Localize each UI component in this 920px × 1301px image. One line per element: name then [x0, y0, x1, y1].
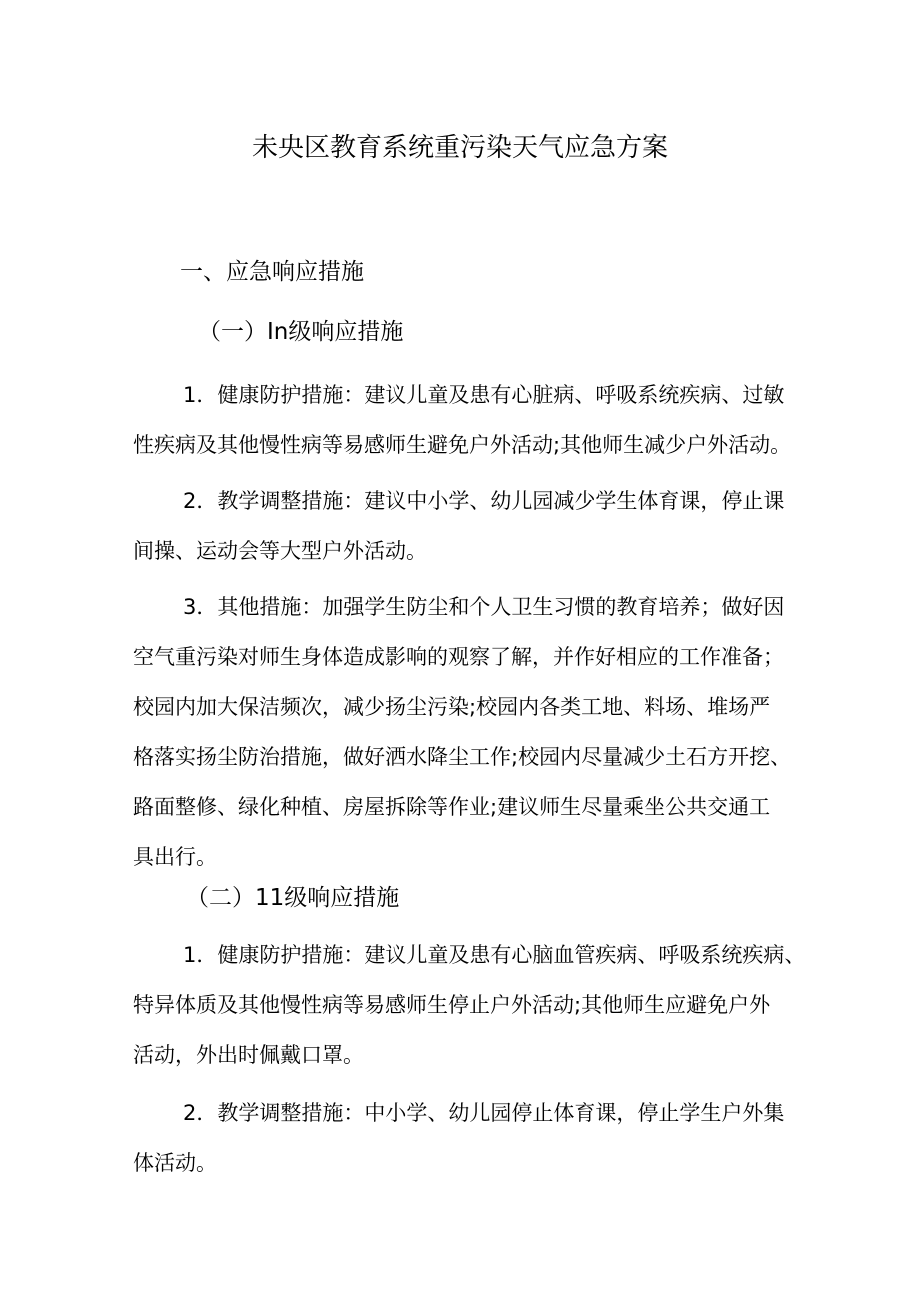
paragraph-line: 间操、运动会等大型户外活动。	[133, 539, 427, 563]
paragraph-line: 具出行。	[133, 845, 217, 869]
paragraph-teaching-adjustment-level-3	[133, 476, 813, 576]
paragraph-line: 性疾病及其他慢性病等易感师生避免户外活动;其他师生减少户外活动。	[133, 433, 792, 457]
paragraph-line: 活动，外出时佩戴口罩。	[133, 1043, 364, 1067]
paragraph-other-measures-level-3	[133, 582, 813, 882]
paragraph-health-protection-level-2	[133, 930, 813, 1080]
paragraph-line: 格落实扬尘防治措施，做好洒水降尘工作;校园内尽量减少土石方开挖、	[133, 745, 792, 769]
paragraph-teaching-adjustment-level-2	[133, 1088, 813, 1188]
paragraph-line: 体活动。	[133, 1151, 217, 1175]
paragraph-health-protection-level-3	[133, 370, 813, 470]
paragraph-line: 1．健康防护措施：建议儿童及患有心脏病、呼吸系统疾病、过敏	[183, 383, 785, 407]
paragraph-line: 1．健康防护措施：建议儿童及患有心脑血管疾病、呼吸系统疾病、	[183, 943, 806, 967]
document-title: 未央区教育系统重污染天气应急方案	[251, 133, 668, 163]
paragraph-line: 校园内加大保洁频次，减少扬尘污染;校园内各类工地、料场、堆场严	[133, 695, 771, 719]
paragraph-line: 路面整修、绿化种植、房屋拆除等作业;建议师生尽量乘坐公共交通工	[133, 795, 771, 819]
paragraph-line: 2．教学调整措施：建议中小学、幼儿园减少学生体育课，停止课	[183, 489, 785, 513]
paragraph-line: 特异体质及其他慢性病等易感师生停止户外活动;其他师生应避免户外	[133, 993, 771, 1017]
paragraph-line: 空气重污染对师生身体造成影响的观察了解，并作好相应的工作准备；	[133, 645, 784, 669]
paragraph-line: 2．教学调整措施：中小学、幼儿园停止体育课，停止学生户外集	[183, 1101, 785, 1125]
subsection-heading-level-2: （二）11级响应措施	[186, 885, 400, 911]
paragraph-line: 3．其他措施：加强学生防尘和个人卫生习惯的教育培养；做好因	[183, 595, 785, 619]
subsection-heading-level-3: （一）In级响应措施	[198, 319, 404, 345]
section-heading-emergency-response: 一、应急响应措施	[180, 259, 364, 285]
